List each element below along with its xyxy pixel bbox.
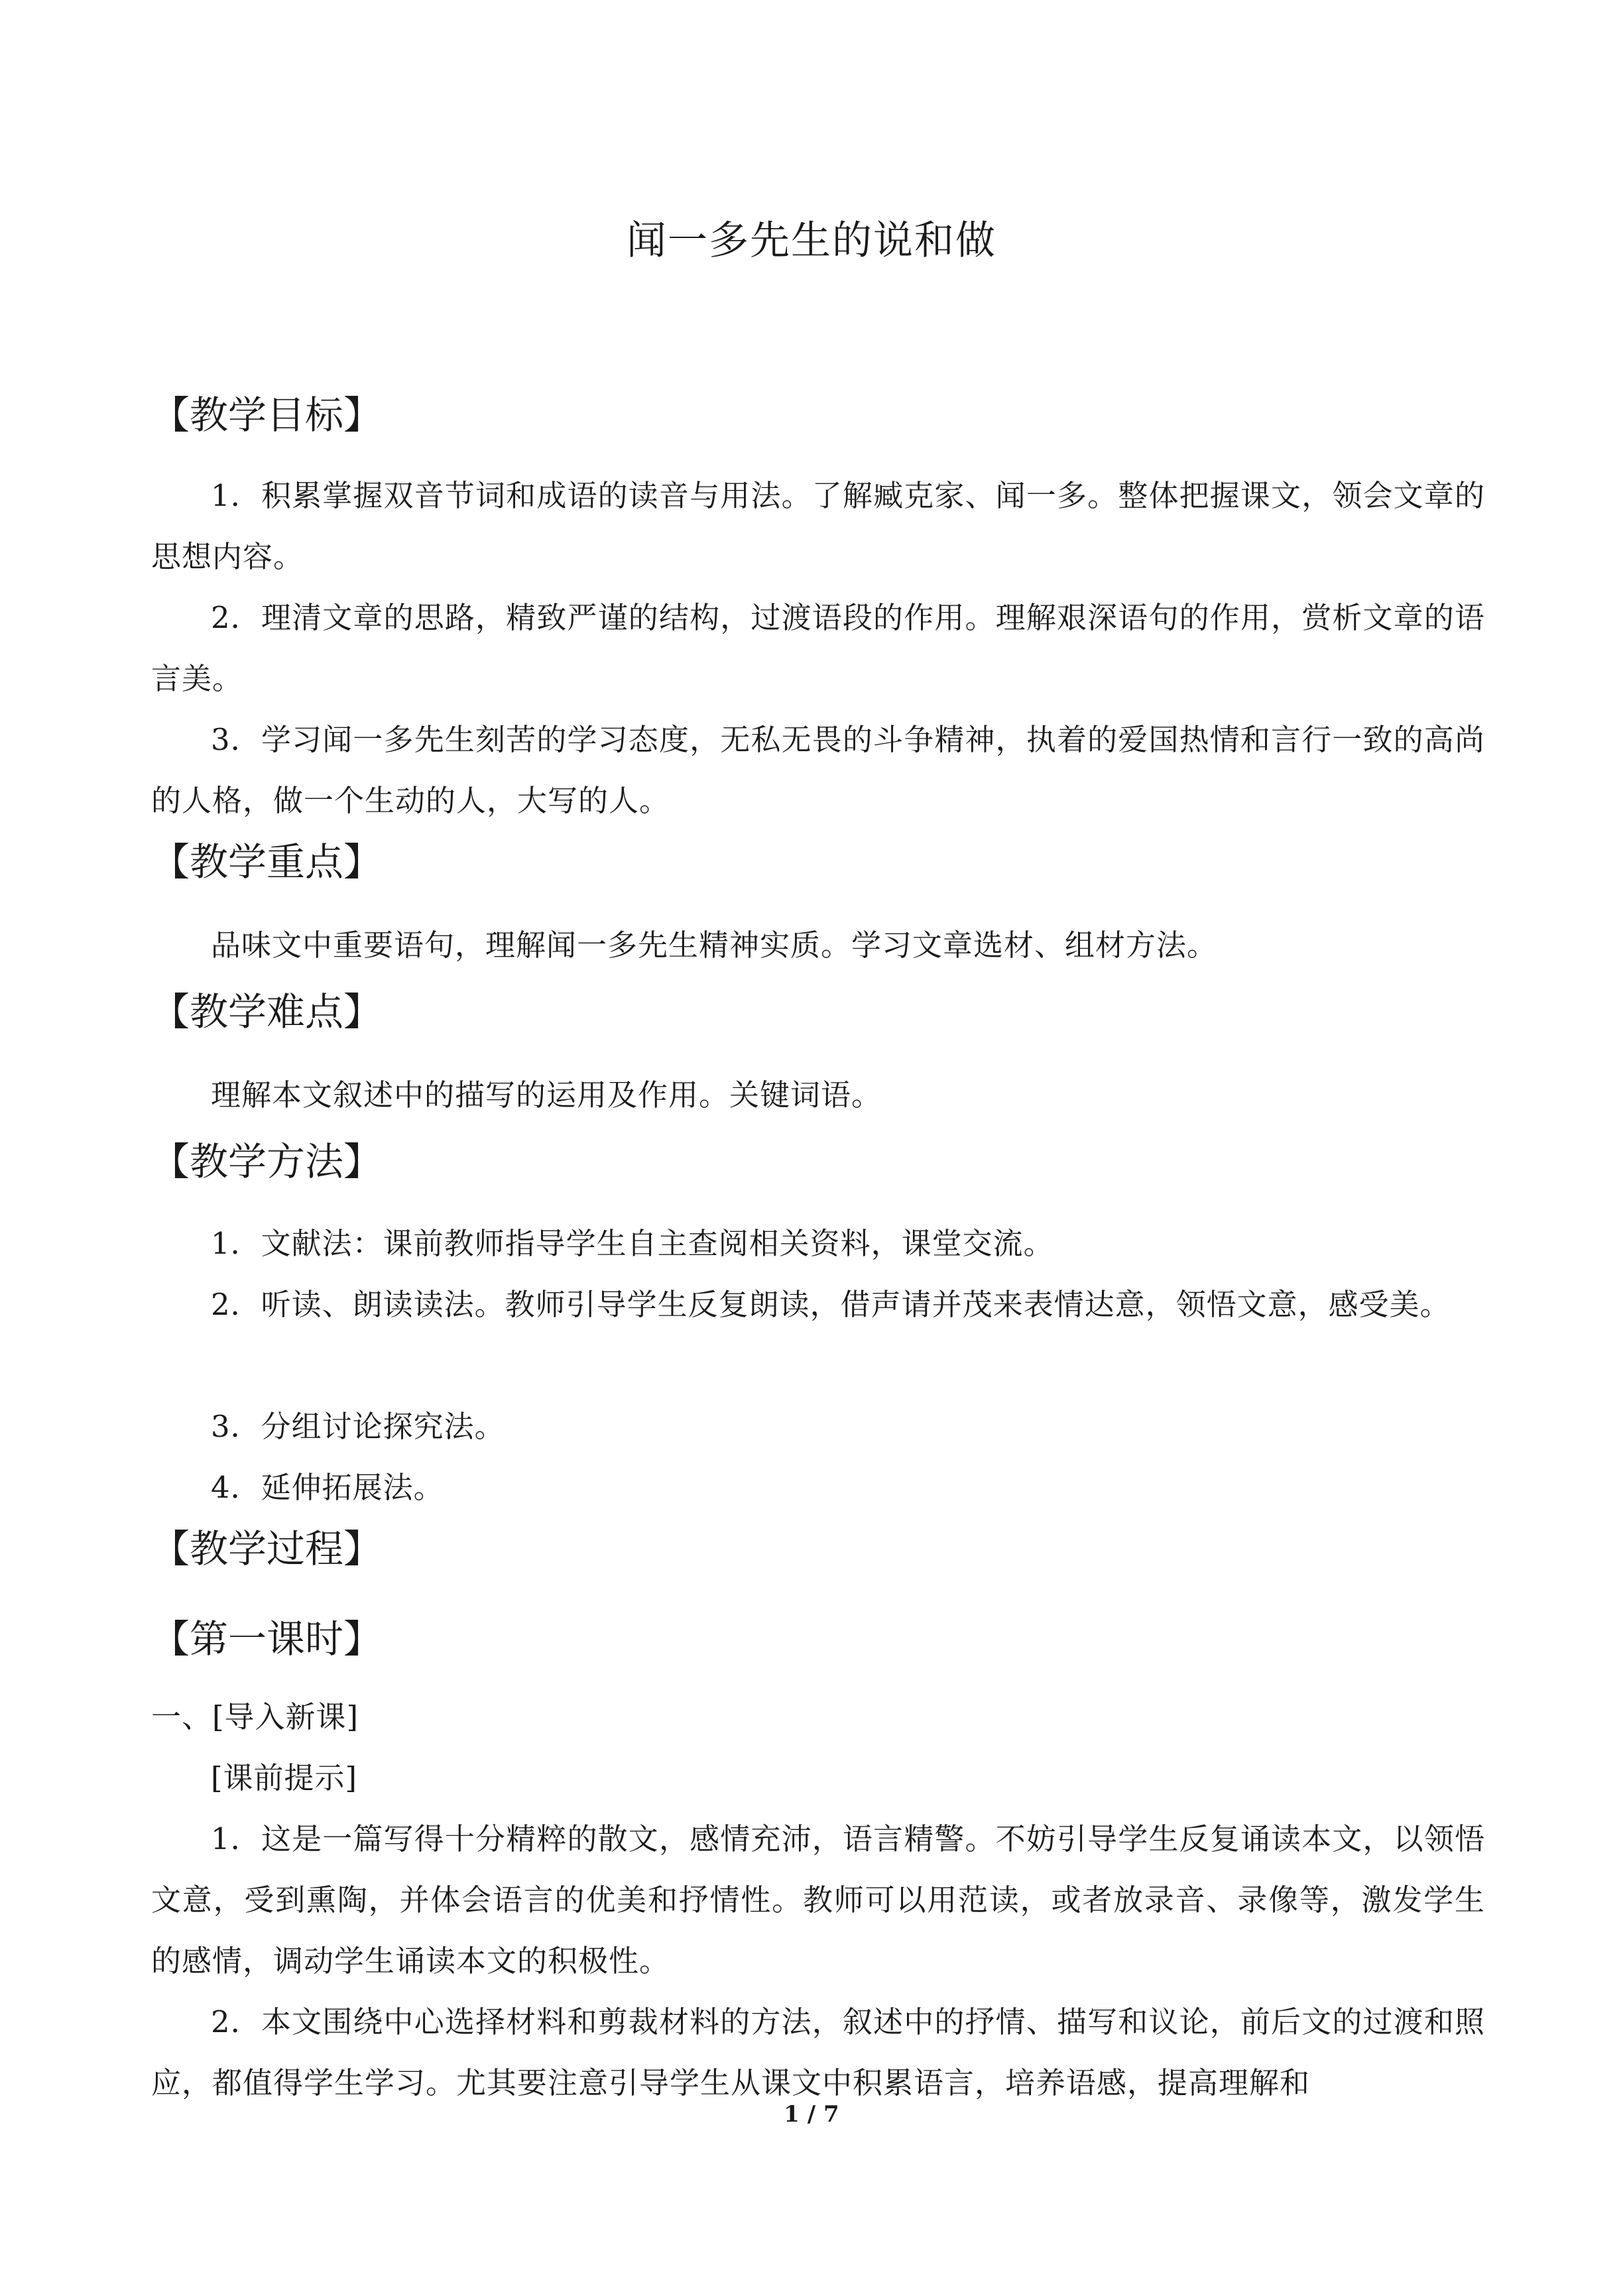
- heading-process: 【教学过程】: [151, 1526, 383, 1571]
- section-one-heading: 一、[导入新课]: [151, 1699, 359, 1734]
- heading-methods: 【教学方法】: [151, 1139, 383, 1184]
- method-item-4: 4．延伸拓展法。: [211, 1470, 444, 1505]
- method-item-1: 1．文献法：课前教师指导学生自主查阅相关资料，课堂交流。: [211, 1226, 1054, 1261]
- key-points-text: 品味文中重要语句，理解闻一多先生精神实质。学习文章选材、组材方法。: [211, 928, 1218, 963]
- tip-item-1: 1．这是一篇写得十分精粹的散文，感情充沛，语言精警。不妨引导学生反复诵读本文，以领悟文意，受到熏陶，并体会语言的优美和抒情性。教师可以用范读，或者放录音、录像等，激发学生的感情，调动学生诵读本文的积极性。: [151, 1821, 1485, 1978]
- method-item-3: 3．分组讨论探究法。: [211, 1409, 505, 1444]
- objective-item-1: 1．积累掌握双音节词和成语的读音与用法。了解臧克家、闻一多。整体把握课文，领会文章的思想内容。: [151, 478, 1485, 574]
- document-title: 闻一多先生的说和做: [627, 217, 996, 264]
- heading-first-lesson: 【第一课时】: [151, 1616, 383, 1662]
- objective-item-3: 3．学习闻一多先生刻苦的学习态度，无私无畏的斗争精神，执着的爱国热情和言行一致的高尚的人格，做一个生动的人，大写的人。: [151, 722, 1485, 818]
- objective-item-2: 2．理清文章的思路，精致严谨的结构，过渡语段的作用。理解艰深语句的作用，赏析文章的语言美。: [151, 600, 1485, 696]
- difficulties-text: 理解本文叙述中的描写的运用及作用。关键词语。: [211, 1077, 882, 1113]
- pre-class-tip-label: [课前提示]: [211, 1760, 358, 1795]
- page-number: 1 / 7: [784, 2101, 839, 2128]
- tip-item-2: 2．本文围绕中心选择材料和剪裁材料的方法，叙述中的抒情、描写和议论，前后文的过渡和照应，都值得学生学习。尤其要注意引导学生从课文中积累语言，培养语感，提高理解和: [151, 2004, 1485, 2100]
- heading-key-points: 【教学重点】: [151, 839, 383, 884]
- heading-difficulties: 【教学难点】: [151, 989, 383, 1034]
- heading-objectives: 【教学目标】: [151, 393, 383, 438]
- method-item-2: 2．听读、朗读读法。教师引导学生反复朗读，借声请并茂来表情达意，领悟文意，感受美。: [211, 1287, 1451, 1322]
